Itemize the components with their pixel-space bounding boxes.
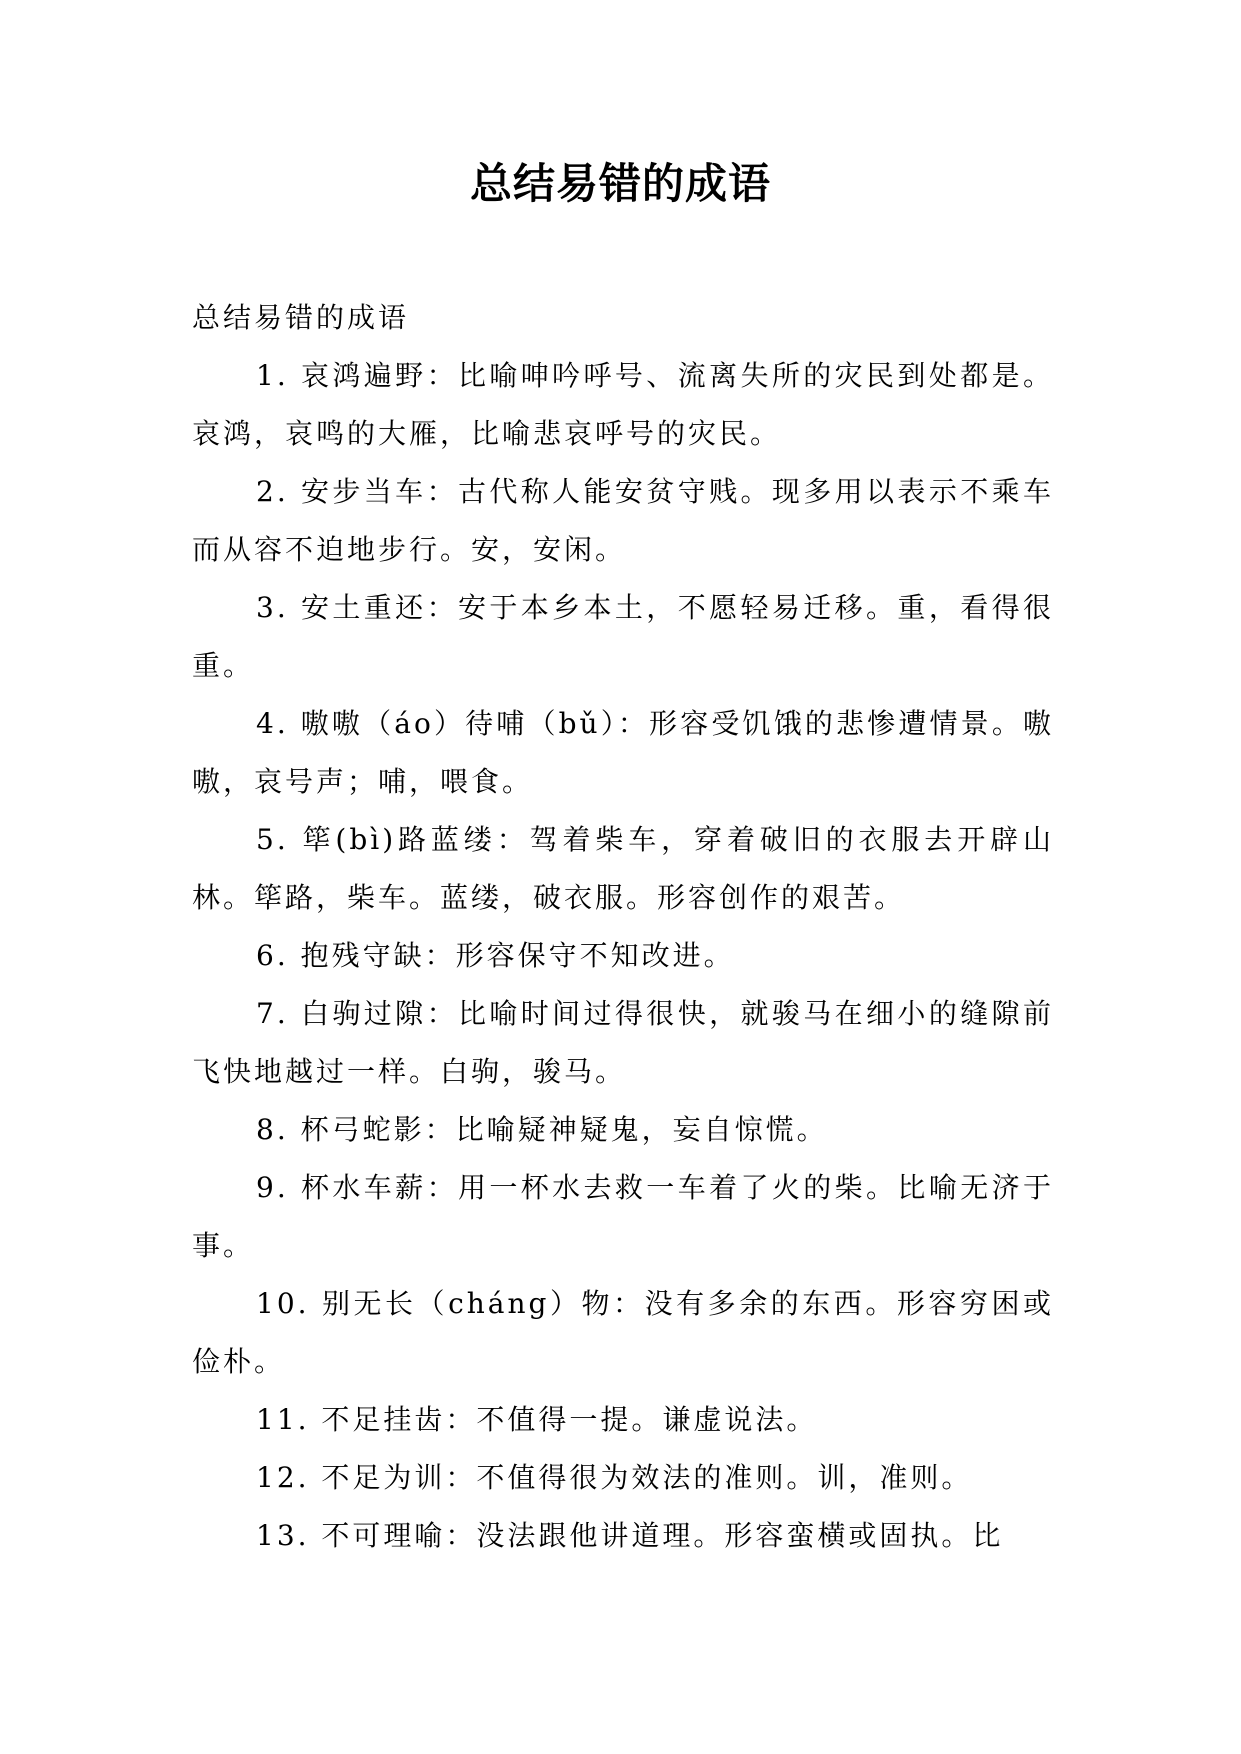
list-item: 1. 哀鸿遍野：比喻呻吟呼号、流离失所的灾民到处都是。哀鸿，哀鸣的大雁，比喻悲哀呼号的灾民。 — [192, 359, 1054, 450]
list-item: 11. 不足挂齿：不值得一提。谦虚说法。 — [256, 1403, 818, 1436]
list-item: 10. 别无长（cháng）物：没有多余的东西。形容穷困或俭朴。 — [192, 1287, 1054, 1378]
intro-line: 总结易错的成语 — [192, 301, 410, 334]
list-item: 5. 筚(bì)路蓝缕：驾着柴车，穿着破旧的衣服去开辟山林。筚路，柴车。蓝缕，破衣服。形容创作的艰苦。 — [192, 823, 1054, 914]
list-item: 7. 白驹过隙：比喻时间过得很快，就骏马在细小的缝隙前飞快地越过一样。白驹，骏马。 — [192, 997, 1054, 1088]
list-item: 12. 不足为训：不值得很为效法的准则。训，准则。 — [256, 1461, 973, 1494]
list-item: 9. 杯水车薪：用一杯水去救一车着了火的柴。比喻无济于事。 — [192, 1171, 1054, 1262]
list-item: 13. 不可理喻：没法跟他讲道理。形容蛮横或固执。比 — [256, 1519, 1004, 1552]
document-body — [192, 289, 1054, 1565]
list-item: 6. 抱残守缺：形容保守不知改进。 — [256, 939, 735, 972]
list-item: 3. 安土重还：安于本乡本土，不愿轻易迁移。重，看得很重。 — [192, 591, 1054, 682]
page-title: 总结易错的成语 — [469, 159, 771, 208]
list-item: 2. 安步当车：古代称人能安贫守贱。现多用以表示不乘车而从容不迫地步行。安，安闲。 — [192, 475, 1054, 566]
list-item: 4. 嗷嗷（áo）待哺（bǔ）：形容受饥饿的悲惨遭情景。嗷嗷，哀号声；哺，喂食。 — [192, 707, 1054, 798]
list-item: 8. 杯弓蛇影：比喻疑神疑鬼，妄自惊慌。 — [256, 1113, 828, 1146]
